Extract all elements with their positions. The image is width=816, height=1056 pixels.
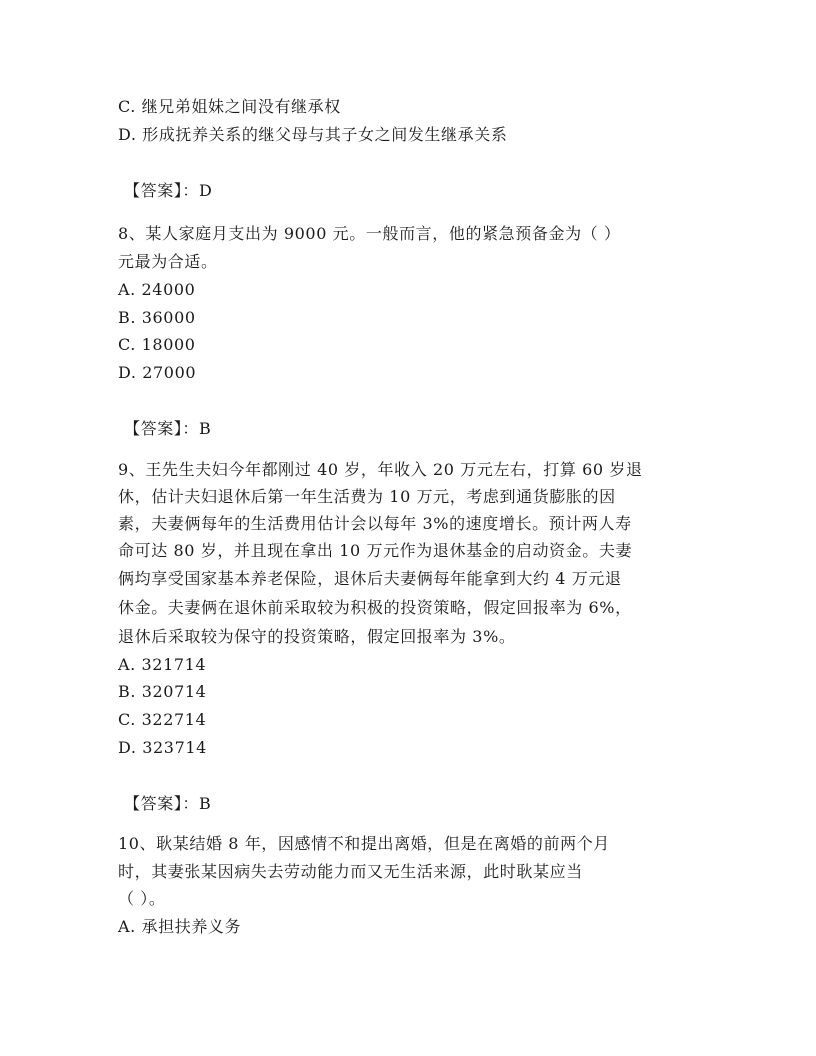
q10-option-a: A. 承担扶养义务: [118, 917, 242, 936]
q8-answer: 【答案】：B: [124, 419, 212, 438]
q9-stem-line-6: 休金。夫妻俩在退休前采取较为积极的投资策略，假定回报率为 6%，: [118, 598, 632, 617]
q9-stem-line-7: 退休后采取较为保守的投资策略，假定回报率为 3%。: [118, 627, 516, 646]
q9-stem-line-4: 命可达 80 岁，并且现在拿出 10 万元作为退休基金的启动资金。夫妻: [118, 541, 633, 560]
q8-option-c: C. 18000: [118, 335, 196, 354]
q10-stem-line-3: （ ）。: [118, 889, 166, 908]
q8-stem-line-2: 元最为合适。: [118, 252, 218, 271]
q8-option-b: B. 36000: [118, 308, 196, 327]
q9-stem-line-2: 休，估计夫妇退休后第一年生活费为 10 万元，考虑到通货膨胀的因: [118, 487, 616, 506]
q9-option-d: D. 323714: [118, 738, 207, 757]
q9-option-b: B. 320714: [118, 682, 207, 701]
q9-stem-line-1: 9、王先生夫妇今年都刚过 40 岁，年收入 20 万元左右，打算 60 岁退: [118, 460, 643, 479]
q10-stem-line-2: 时，其妻张某因病失去劳动能力而又无生活来源，此时耿某应当: [118, 862, 583, 881]
q9-stem-line-5: 俩均享受国家基本养老保险，退休后夫妻俩每年能拿到大约 4 万元退: [118, 569, 622, 588]
q9-answer: 【答案】：B: [124, 794, 212, 813]
q9-option-a: A. 321714: [118, 655, 207, 674]
q10-stem-line-1: 10、耿某结婚 8 年，因感情不和提出离婚，但是在离婚的前两个月: [118, 834, 610, 853]
q8-stem-line-1: 8、某人家庭月支出为 9000 元。一般而言，他的紧急预备金为（ ）: [118, 224, 621, 243]
q9-option-c: C. 322714: [118, 710, 207, 729]
q7-option-d: D. 形成抚养关系的继父母与其子女之间发生继承关系: [118, 125, 508, 144]
q7-answer: 【答案】：D: [124, 181, 213, 200]
q9-stem-line-3: 素，夫妻俩每年的生活费用估计会以每年 3%的速度增长。预计两人寿: [118, 514, 632, 533]
q8-option-a: A. 24000: [118, 280, 196, 299]
q7-option-c: C. 继兄弟姐妹之间没有继承权: [118, 97, 341, 116]
q8-option-d: D. 27000: [118, 363, 197, 382]
